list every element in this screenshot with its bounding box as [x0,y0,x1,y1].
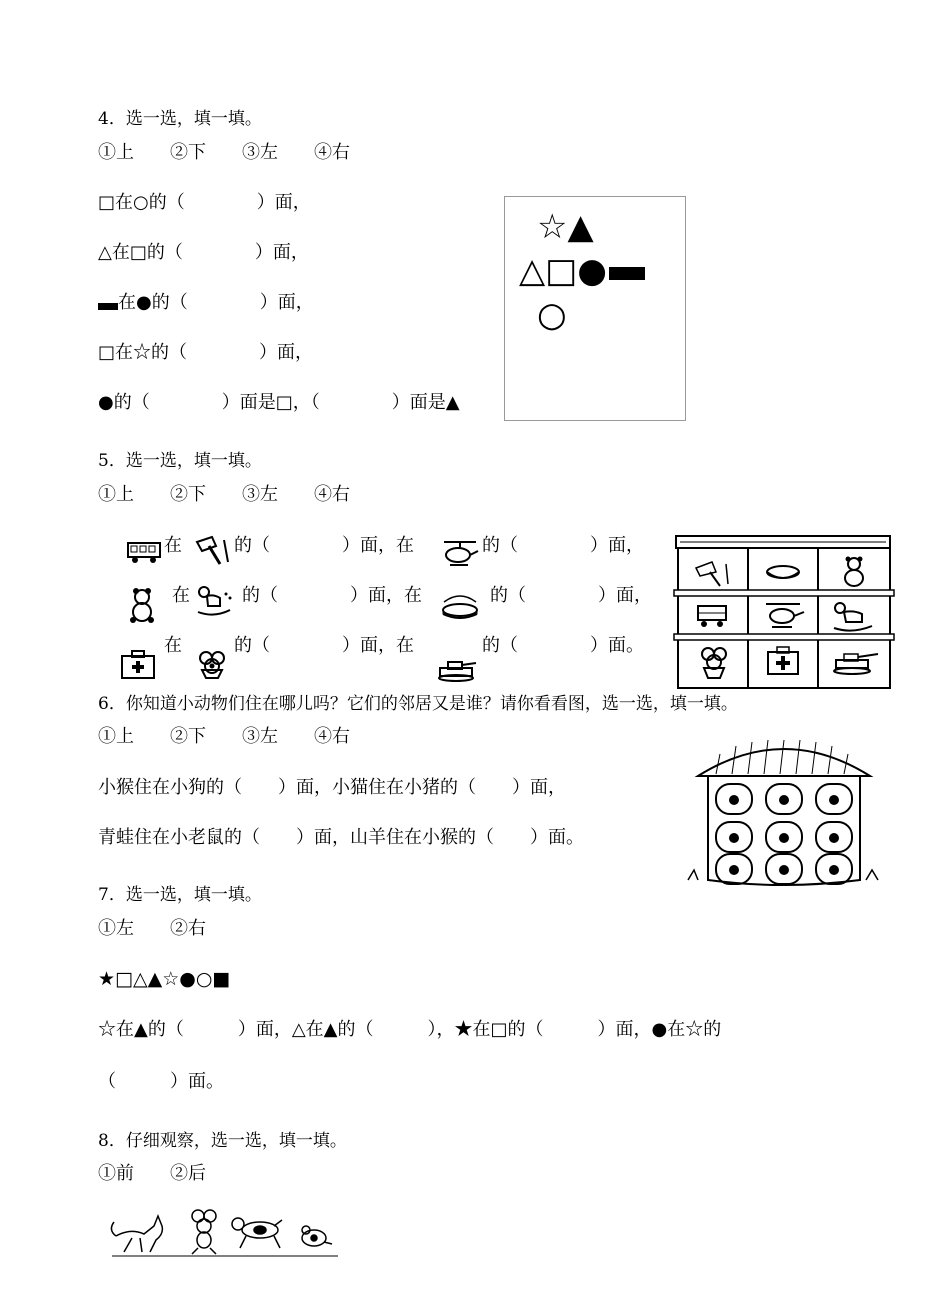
fox-icon [111,1216,162,1252]
flower-pot-icon [194,648,230,680]
figure-row-3: ○ [537,295,567,335]
q5-options: ①上 ②下 ③左 ④右 [98,484,350,505]
q7-title: 7．选一选，填一填。 [98,885,262,905]
q5-row1-text-a: 在 [164,535,182,556]
rocking-horse-icon [194,584,234,618]
hammer-icon [194,534,232,566]
toy-tank-icon [436,660,478,682]
q4-line-5: ●的（ ）面是□，（ ）面是▲ [98,392,460,413]
shelf-rocking-horse-icon [834,603,872,631]
black-bar-icon [98,303,118,310]
q7-shape-sequence: ★□△▲☆●○■ [98,968,231,990]
q4-title: 4．选一选，填一填。 [98,109,262,129]
q5-row1-text-c: 的（ ）面， [482,535,644,556]
q5-row2-text-c: 的（ ）面， [490,585,652,606]
toy-shelf-image [672,532,896,692]
q5-row3-text-a: 在 [164,635,182,656]
q7-line-1: ☆在▲的（ ）面，△在▲的（ ），★在□的（ ）面，●在☆的 [98,1019,722,1040]
black-bar-icon [609,267,645,280]
q5-row2-text-a: 在 [172,585,190,606]
tambourine-icon [440,594,480,620]
shelf-toy-tank-icon [834,654,878,674]
q5-row1-text-b: 的（ ）面，在 [234,535,414,556]
q6-title: 6．你知道小动物们住在哪儿吗？它们的邻居又是谁？请你看看图，选一选，填一填。 [98,694,738,714]
animals-race-image [110,1208,340,1260]
figure-row-1: ☆▲ [537,207,594,247]
q6-line-1: 小猴住在小狗的（ ）面，小猫住在小猪的（ ）面， [98,777,566,798]
shelf-hammer-icon [696,562,728,586]
turtle-icon [302,1226,332,1246]
toy-train-icon [126,538,162,564]
helicopter-icon [440,537,480,571]
q8-title: 8．仔细观察，选一选，填一填。 [98,1131,347,1151]
q4-line-4: □在☆的（ ）面， [98,342,314,363]
q4-line-2: △在□的（ ）面， [98,242,309,263]
dog-icon [232,1218,282,1248]
shelf-toy-train-icon [698,606,726,627]
q5-row3-text-b: 的（ ）面，在 [234,635,414,656]
shelf-tambourine-icon [767,566,799,578]
q4-figure [504,196,686,421]
mouse-icon [192,1210,216,1254]
q5-title: 5．选一选，填一填。 [98,451,262,471]
q4-options: ①上 ②下 ③左 ④右 [98,142,350,163]
q5-row3-text-c: 的（ ）面。 [482,635,644,656]
shelf-flower-pot-icon [702,648,726,678]
q6-options: ①上 ②下 ③左 ④右 [98,726,350,747]
q8-options: ①前 ②后 [98,1163,206,1184]
q7-options: ①左 ②右 [98,918,206,939]
q4-line-3: 在●的（ ）面， [98,292,314,314]
shelf-teddy-bear-icon [845,557,863,587]
q4-line-1: □在○的（ ）面， [98,192,311,213]
shelf-first-aid-kit-icon [768,647,798,674]
teddy-bear-icon [127,588,157,624]
q7-line-2: （ ）面。 [98,1071,224,1092]
q6-line-2: 青蛙住在小老鼠的（ ）面，山羊住在小猴的（ ）面。 [98,827,584,848]
q5-row2-text-b: 的（ ）面，在 [242,585,422,606]
shelf-helicopter-icon [766,604,804,627]
figure-row-2: △□● [519,251,645,291]
animal-house-image [686,734,882,890]
first-aid-kit-icon [120,648,158,682]
